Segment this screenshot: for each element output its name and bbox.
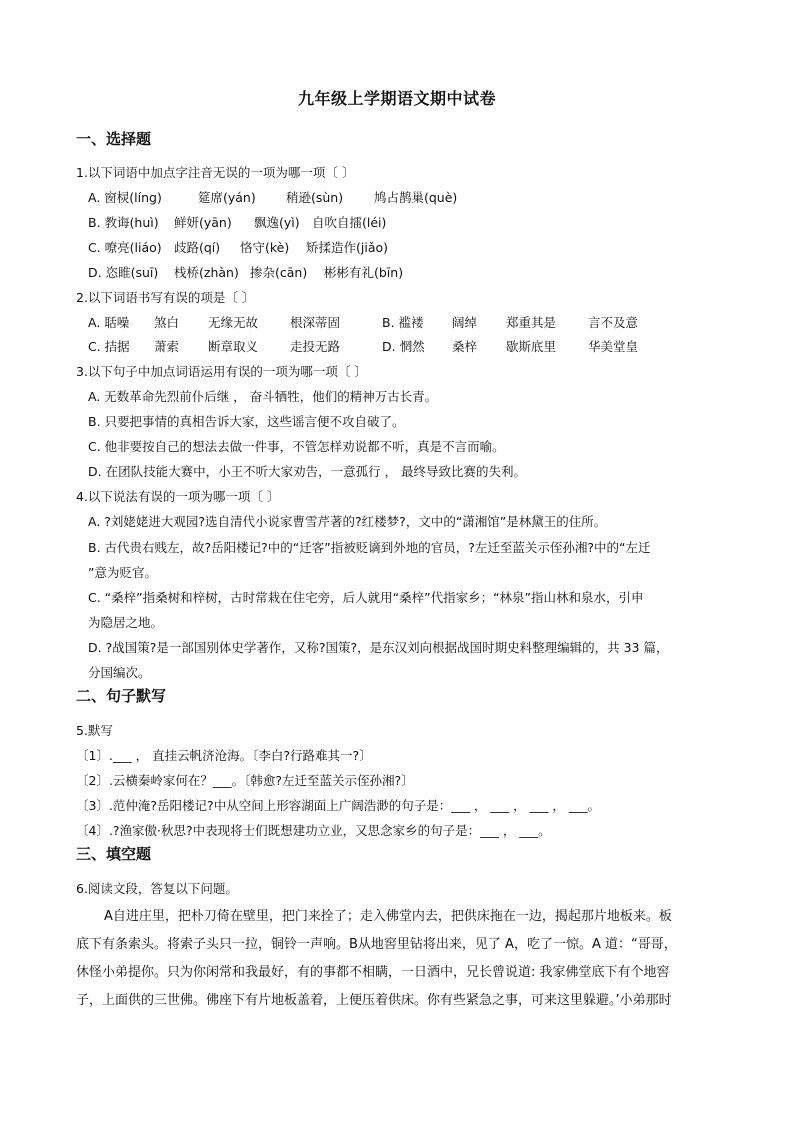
question-4-option-c-line-2: 为隐居之地。 [88, 615, 164, 630]
question-1-stem: 1.以下词语中加点字注音无误的一项为哪一项〔 〕 [76, 165, 355, 180]
section-heading-choice: 一、选择题 [76, 130, 152, 148]
option-word: 矫揉造作(jiǎo) [306, 240, 389, 255]
option-word: 稍逊(sùn) [286, 190, 344, 205]
option-word: 歇斯底里 [506, 339, 557, 354]
question-6-stem: 6.阅读文段，答复以下问题。 [76, 881, 238, 896]
option-word: A. 聒噪 [88, 315, 130, 330]
question-5-stem: 5.默写 [76, 723, 113, 738]
option-word: 阔绰 [452, 315, 478, 330]
option-word: B. 褴褛 [382, 315, 424, 330]
question-4-option-b-line-1: B. 古代贵右贱左，故?岳阳楼记?中的“迁客”指被贬谪到外地的官员，?左迁至蓝关示侄孙湘?中的“左迁 [88, 540, 651, 555]
option-word: 萧索 [154, 339, 180, 354]
section-heading-dictation: 二、句子默写 [76, 687, 167, 705]
question-4-stem: 4.以下说法有误的一项为哪一项〔 〕 [76, 489, 280, 504]
question-3-option-d: D. 在团队技能大赛中，小王不听大家劝告，一意孤行 ， 最终导致比赛的失利。 [88, 464, 527, 479]
question-4-option-c-line-1: C. “桑梓”指桑树和梓树，古时常栽在住宅旁，后人就用“桑梓”代指家乡；“林泉”指山林和泉水，引申 [88, 590, 644, 605]
option-word: 根深蒂固 [290, 315, 341, 330]
reading-passage-line-1: A自进庄里，把朴刀倚在壁里，把门来拴了；走入佛堂内去，把供床拖在一边，揭起那片地板来。板 [104, 909, 672, 924]
option-word: B. 教诲(huì) [88, 215, 159, 230]
option-word: 华美堂皇 [588, 339, 639, 354]
question-5-item-3: 〔3〕.范仲淹?岳阳楼记?中从空间上形容湖面上广阔浩渺的句子是：___ ， ___ ， ___ ， ___。 [76, 798, 601, 813]
option-word: D. 恣睢(suī) [88, 265, 159, 280]
option-word: 桑梓 [452, 339, 478, 354]
question-5-item-1: 〔1〕.___ ， 直挂云帆济沧海。〔李白?行路难其一?〕 [76, 748, 372, 763]
question-3-option-b: B. 只要把事情的真相告诉大家，这些谣言便不攻自破了。 [88, 414, 405, 429]
question-1-option-a [88, 188, 457, 206]
question-2-options-row-2 [88, 337, 638, 355]
option-word: C. 嘹亮(liáo) [88, 240, 162, 255]
option-word: 言不及意 [588, 315, 639, 330]
question-1-option-d [88, 263, 403, 281]
question-4-option-d-line-2: 分国编次。 [88, 665, 151, 680]
option-word: 断章取义 [208, 339, 259, 354]
option-word: A. 窗棂(líng) [88, 190, 162, 205]
option-word: C. 拮据 [88, 339, 130, 354]
question-5-item-2: 〔2〕.云横秦岭家何在？___。〔韩愈?左迁至蓝关示侄孙湘?〕 [76, 773, 414, 788]
option-word: 鲜妍(yān) [174, 215, 232, 230]
option-word: 鸠占鹊巢(què) [374, 190, 458, 205]
reading-passage-line-2: 底下有条索头。将索子头只一拉，铜铃一声响。B从地窖里钻将出来，见了 A，吃了一惊。A 道：“哥哥， [76, 937, 677, 952]
option-word: 掺杂(cān) [250, 265, 308, 280]
option-word: 歧路(qí) [174, 240, 221, 255]
question-2-options-row-1 [88, 313, 638, 331]
question-3-option-a: A. 无数革命先烈前仆后继 ， 奋斗牺牲，他们的精神万古长青。 [88, 389, 438, 404]
reading-passage-line-4: 子，上面供的三世佛。佛座下有片地板盖着，上便压着供床。你有些紧急之事，可来这里躲避。’小弟那时 [76, 993, 672, 1008]
option-word: 恪守(kè) [240, 240, 290, 255]
question-3-option-c: C. 他非要按自己的想法去做一件事，不管怎样劝说都不听，真是不言而喻。 [88, 439, 505, 454]
option-word: 走投无路 [290, 339, 341, 354]
reading-passage-line-3: 休怪小弟提你。只为你闲常和我最好，有的事都不相瞒，一日酒中，兄长曾说道: 我家佛堂底下有个地窖 [76, 965, 670, 980]
question-4-option-d-line-1: D. ?战国策?是一部国别体史学著作，又称?国策?，是东汉刘向根据战国时期史料整理编辑的，共 33 篇， [88, 640, 669, 655]
option-word: 彬彬有礼(bīn) [324, 265, 404, 280]
option-word: 煞白 [154, 315, 180, 330]
question-3-stem: 3.以下句子中加点词语运用有误的一项为哪一项〔 〕 [76, 364, 367, 379]
option-word: 郑重其是 [506, 315, 557, 330]
option-word: 自吹自擂(léi) [312, 215, 387, 230]
question-4-option-a: A. ?刘姥姥进大观园?选自清代小说家曹雪芹著的?红楼梦?，文中的“潇湘馆”是林黛王的住所。 [88, 514, 607, 529]
question-1-option-c [88, 238, 388, 256]
option-word: D. 惘然 [382, 339, 425, 354]
option-word: 飘逸(yì) [254, 215, 300, 230]
question-1-option-b [88, 213, 386, 231]
section-heading-fill: 三、填空题 [76, 845, 152, 863]
question-5-item-4: 〔4〕.?渔家傲·秋思?中表现将士们既想建功立业，又思念家乡的句子是：___ ， ___。 [76, 823, 551, 838]
option-word: 栈桥(zhàn) [174, 265, 239, 280]
option-word: 筵席(yán) [198, 190, 256, 205]
page-title: 九年级上学期语文期中试卷 [297, 89, 496, 108]
option-word: 无缘无故 [208, 315, 259, 330]
question-2-stem: 2.以下词语书写有误的项是〔 〕 [76, 290, 255, 305]
question-4-option-b-line-2: ”意为贬官。 [88, 565, 157, 580]
